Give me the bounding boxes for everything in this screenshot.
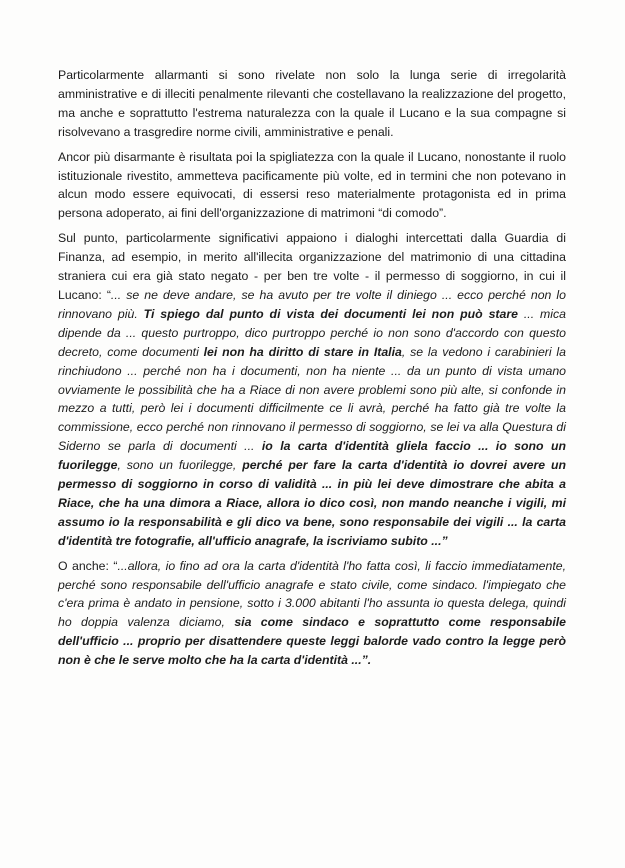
quote-run: ...allora, io fino ad ora la carta d'identità l'ho fatta così, li faccio immediatamente, perché sono responsabile dell'ufficio anagrafe e stato civile, come sindaco. l'impiegato che c'era prima è andato in pensione, sotto i 3.000 abitanti l'ho assunta io questa delega, quindi ho doppia valenza diciamo, — [58, 558, 566, 630]
quote-emphasis: Ti spiego dal punto di vista dei documenti lei non può stare — [143, 306, 518, 321]
quote-emphasis: io la carta d'identità gliela faccio ... io sono un fuorilegge — [58, 439, 566, 473]
quote-run: , sono un fuorilegge, — [117, 458, 243, 473]
quote-emphasis: perché per fare la carta d'identità io dovrei avere un permesso di soggiorno in corso di validità ... in più lei deve dimostrare che abita a Riace, che ha una dimora a Riace, allora io dico così, non mando neanche i vigili, mi assumo io la responsabilità e gli dico va bene, sono responsabile dei vigili ... la carta d'identità tre fotografie, all'ufficio anagrafe, la iscriviamo subito ...” — [58, 458, 567, 548]
paragraph-intercepted-dialogues — [58, 229, 566, 550]
text-run: O anche: “ — [58, 558, 118, 573]
quote-run: , se la vedono i carabinieri la rinchiudono ... perché non ha i documenti, non ha niente ... da un punto di vista umano ovviamente le possibilità che ha a Riace di non avere problemi sono più alte, si confonde in mezzo a tutti, però lei i documenti difficilmente ce li avrà, perché ha fatto già tre volte la commissione, ecco perché non rinnovano il permesso di soggiorno, se lei va alla Questura di Siderno se parla di documenti ... — [58, 344, 566, 454]
paragraph-or-also — [58, 557, 566, 670]
text-run: Ancor più disarmante è risultata poi la spigliatezza con la quale il Lucano, nonostante il ruolo istituzionale rivestito, ammetteva pacificamente più volte, ed in termini che non potevano in alcun modo essere equivocati, di essersi reso materialmente protagonista ed in prima persona adoperato, ai fini dell'organizzazione di matrimoni “di comodo”. — [58, 149, 566, 221]
text-run: Particolarmente allarmanti si sono rivelate non solo la lunga serie di irregolarità amministrative e di illeciti penalmente rilevanti che costellavano la realizzazione del progetto, ma anche e soprattutto l'estrema naturalezza con la quale il Lucano e la sua compagne si risolvevano a trasgredire norme civili, amministrative e penali. — [58, 68, 566, 139]
quote-emphasis: sia come sindaco e soprattutto come responsabile dell'ufficio ... proprio per disattendere queste leggi balorde vado contro la legge però non è che le serve molto che ha la carta d'identità ...”. — [58, 615, 566, 668]
text-run: Sul punto, particolarmente significativi appaiono i dialoghi intercettati dalla Guardia di Finanza, ad esempio, in merito all'illecita organizzazione del matrimonio di una cittadina straniera cui era già stato negato - per ben tre volte - il permesso di soggiorno, in cui il Lucano: “ — [58, 231, 566, 302]
quote-run: ... se ne deve andare, se ha avuto per tre volte il diniego ... ecco perché non lo rinnovano più. — [58, 287, 566, 321]
paragraph-irregularities — [58, 66, 566, 142]
quote-emphasis: lei non ha diritto di stare in Italia — [203, 344, 402, 359]
paragraph-disarming-ease — [58, 148, 566, 224]
quote-run: ... mica dipende da ... questo purtroppo, dico purtroppo perché io non sono d'accordo con questo decreto, come documenti — [58, 306, 567, 359]
